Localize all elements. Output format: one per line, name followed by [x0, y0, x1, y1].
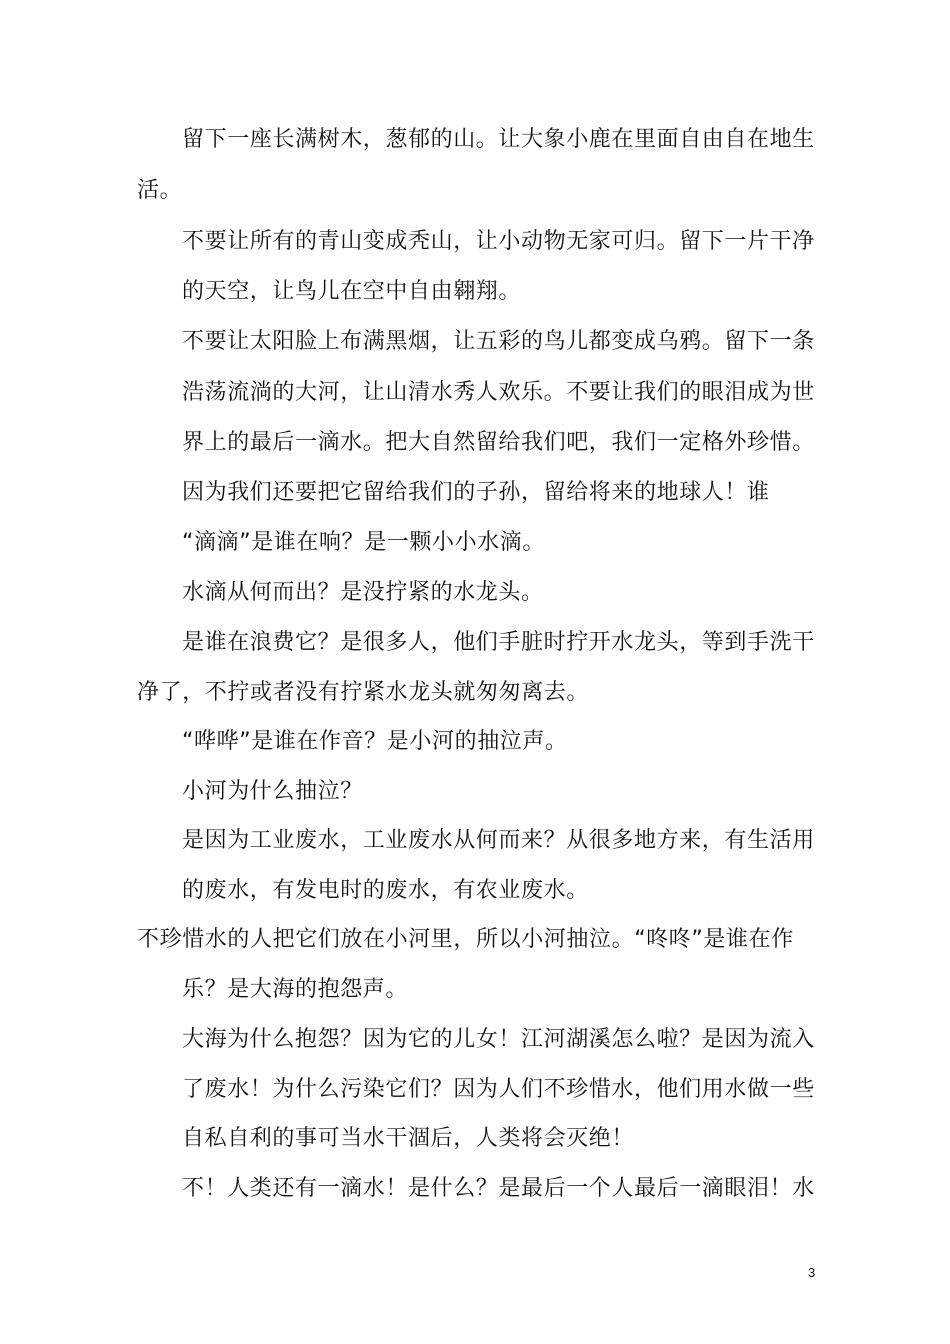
text-line: 不！人类还有一滴水！是什么？是最后一个人最后一滴眼泪！水 [182, 1176, 815, 1201]
text-line: 不要让所有的青山变成秃山，让小动物无家可归。留下一片干净 [182, 229, 815, 254]
page-number: 3 [808, 1265, 816, 1280]
text-line: 因为我们还要把它留给我们的子孙，留给将来的地球人！谁 [182, 480, 770, 505]
text-line: 大海为什么抱怨？因为它的儿女！江河湖溪怎么啦？是因为流入 [182, 1027, 815, 1052]
text-line: 的天空，让鸟儿在空中自由翱翔。 [182, 279, 522, 304]
text-line: 是因为工业废水，工业废水从何而来？从很多地方来，有生活用 [182, 828, 815, 853]
text-line: 净了，不拧或者没有拧紧水龙头就匆匆离去。 [137, 680, 590, 705]
text-line: 小河为什么抽泣？ [182, 779, 363, 804]
text-line: 是谁在浪费它？是很多人，他们手脏时拧开水龙头，等到手洗干 [182, 630, 815, 655]
text-line: 了废水！为什么污染它们？因为人们不珍惜水，他们用水做一些 [182, 1077, 815, 1102]
text-line: 自私自利的事可当水干涸后，人类将会灭绝！ [182, 1126, 635, 1151]
text-line: “滴滴”是谁在响？是一颗小小水滴。 [182, 530, 545, 555]
text-line: 乐？是大海的抱怨声。 [182, 977, 409, 1002]
text-line: 浩荡流淌的大河，让山清水秀人欢乐。不要让我们的眼泪成为世 [182, 380, 815, 405]
text-line: 水滴从何而出？是没拧紧的水龙头。 [182, 580, 544, 605]
text-line: “哗哗”是谁在作音？是小河的抽泣声。 [182, 729, 568, 754]
text-line: 的废水，有发电时的废水，有农业废水。 [182, 878, 589, 903]
text-line: 不要让太阳脸上布满黑烟，让五彩的鸟儿都变成乌鸦。留下一条 [182, 329, 815, 354]
text-line: 不珍惜水的人把它们放在小河里，所以小河抽泣。“咚咚”是谁在作 [137, 927, 794, 952]
text-line: 活。 [137, 178, 183, 203]
text-line: 留下一座长满树木，葱郁的山。让大象小鹿在里面自由自在地生 [182, 127, 815, 152]
text-line: 界上的最后一滴水。把大自然留给我们吧，我们一定格外珍惜。 [182, 430, 815, 455]
